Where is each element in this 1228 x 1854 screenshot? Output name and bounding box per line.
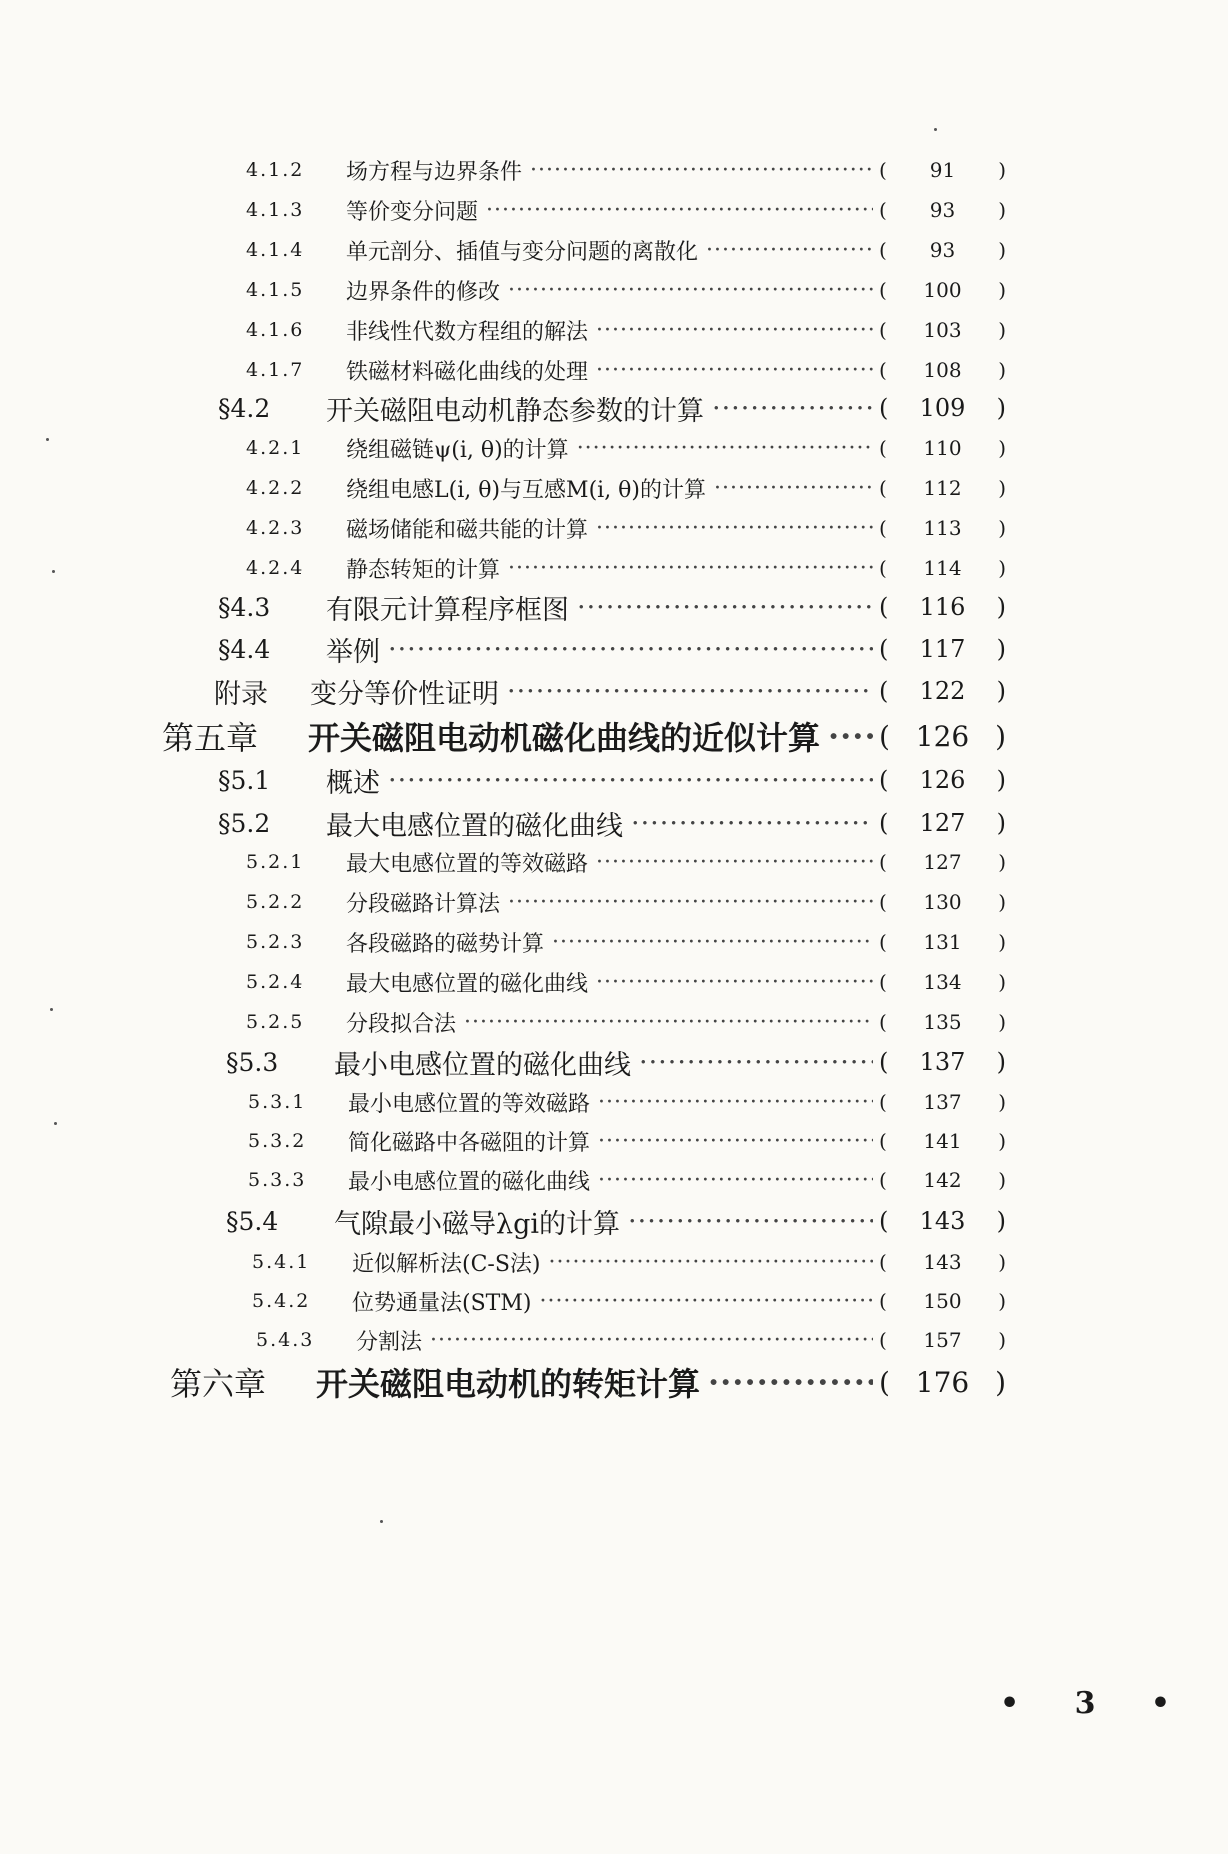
entry-number: 4.2.1: [246, 437, 305, 459]
entry-page: 117: [919, 635, 966, 663]
toc-entry: [218, 388, 1006, 428]
entry-page: 142: [923, 1168, 962, 1192]
page-footer: [1000, 1686, 1170, 1721]
page-ref: ( 116 ): [879, 593, 1006, 621]
toc-entry: [246, 270, 1006, 310]
page-ref: ( 134 ): [879, 970, 1006, 994]
toc-entry: [246, 882, 1006, 922]
entry-page: 135: [923, 1010, 962, 1034]
entry-page: 127: [923, 850, 962, 874]
page-ref: ( 131 ): [879, 930, 1006, 954]
leader-dots: [577, 592, 873, 623]
entry-title: 铁磁材料磁化曲线的处理: [346, 359, 589, 385]
entry-page: 176: [915, 1365, 970, 1399]
entry-title: 最大电感位置的磁化曲线: [326, 810, 623, 842]
toc-entry: [246, 1002, 1006, 1042]
toc-entry: [246, 150, 1006, 190]
toc-entry: [256, 1320, 1006, 1360]
page-ref: ( 141 ): [879, 1129, 1006, 1153]
page-ref: ( 110 ): [879, 436, 1006, 460]
leader-dots: [464, 1010, 873, 1035]
entry-title: 分割法: [356, 1329, 423, 1355]
leader-dots: [430, 1328, 873, 1353]
entry-number: 5.2.4: [246, 971, 305, 993]
entry-number: §5.2: [218, 808, 271, 838]
scan-speck: [380, 1520, 383, 1523]
leader-dots: [530, 158, 873, 183]
entry-page: 157: [923, 1328, 962, 1352]
page-number: 3: [1074, 1686, 1096, 1721]
toc-entry: [248, 1082, 1006, 1122]
toc-entry: [252, 1242, 1006, 1282]
entry-title: 位势通量法(STM): [352, 1290, 532, 1316]
entry-number: 4.1.7: [246, 359, 305, 381]
entry-title: 各段磁路的磁势计算: [346, 931, 545, 957]
page-ref: ( 122 ): [879, 677, 1006, 705]
entry-page: 122: [919, 677, 966, 705]
entry-title: 最小电感位置的磁化曲线: [334, 1049, 631, 1081]
entry-number: §4.3: [218, 592, 271, 622]
entry-page: 126: [919, 766, 966, 794]
entry-page: 143: [923, 1250, 962, 1274]
toc-entry: [246, 508, 1006, 548]
page-ref: ( 113 ): [879, 516, 1006, 540]
page-ref: ( 114 ): [879, 556, 1006, 580]
leader-dots: [508, 556, 873, 581]
entry-title: 磁场储能和磁共能的计算: [346, 517, 589, 543]
entry-number: 5.2.1: [246, 851, 305, 873]
entry-number: 4.1.2: [246, 159, 305, 181]
page-ref: ( 108 ): [879, 358, 1006, 382]
entry-title: 最小电感位置的等效磁路: [348, 1091, 591, 1117]
entry-number: 5.4.1: [252, 1251, 311, 1273]
entry-title: 变分等价性证明: [310, 678, 499, 710]
entry-title: 最大电感位置的磁化曲线: [346, 971, 589, 997]
leader-dots: [712, 393, 873, 424]
entry-title: 概述: [326, 767, 380, 799]
entry-number: §5.4: [226, 1206, 279, 1236]
entry-title: 开关磁阻电动机磁化曲线的近似计算: [308, 719, 821, 757]
page-ref: ( 103 ): [879, 318, 1006, 342]
entry-number: 5.3.2: [248, 1130, 307, 1152]
leader-dots: [639, 1047, 873, 1078]
leader-dots: [596, 358, 873, 383]
leader-dots: [714, 476, 873, 501]
toc-entry: [218, 760, 1006, 800]
footer-bullet-right: •: [1150, 1686, 1170, 1721]
entry-title: 近似解析法(C-S法): [352, 1251, 541, 1277]
page-ref: ( 137 ): [879, 1048, 1006, 1076]
leader-dots: [598, 1168, 873, 1193]
entry-title: 开关磁阻电动机的转矩计算: [316, 1365, 701, 1403]
toc-entry: [162, 716, 1006, 756]
footer-bullet-left: •: [1000, 1686, 1020, 1721]
toc-entry: [226, 1042, 1006, 1082]
page-ref: ( 135 ): [879, 1010, 1006, 1034]
page-ref: ( 126 ): [879, 766, 1006, 794]
entry-number: §4.4: [218, 634, 271, 664]
toc-entry: [246, 468, 1006, 508]
entry-page: 93: [929, 198, 956, 222]
entry-page: 114: [923, 556, 962, 580]
entry-page: 108: [923, 358, 962, 382]
entry-number: 5.2.5: [246, 1011, 305, 1033]
entry-title: 举例: [326, 636, 380, 668]
leader-dots: [596, 970, 873, 995]
entry-number: 4.1.4: [246, 239, 305, 261]
entry-page: 103: [923, 318, 962, 342]
toc-entry: [246, 190, 1006, 230]
leader-dots: [552, 930, 873, 955]
page-ref: ( 143 ): [879, 1250, 1006, 1274]
entry-title: 场方程与边界条件: [346, 159, 523, 185]
entry-title: 单元剖分、插值与变分问题的离散化: [346, 239, 699, 265]
entry-number: 4.2.3: [246, 517, 305, 539]
toc-entry: [246, 350, 1006, 390]
entry-page: 143: [919, 1207, 966, 1235]
entry-number: 附录: [214, 678, 268, 710]
entry-title: 最大电感位置的等效磁路: [346, 851, 589, 877]
scan-speck: [52, 570, 55, 573]
entry-title: 气隙最小磁导λgi的计算: [334, 1208, 621, 1240]
entry-number: 5.4.2: [252, 1290, 311, 1312]
entry-page: 116: [919, 593, 966, 621]
page-ref: ( 157 ): [879, 1328, 1006, 1352]
toc-entry: [252, 1281, 1006, 1321]
entry-number: §4.2: [218, 393, 271, 423]
entry-page: 100: [923, 278, 962, 302]
leader-dots: [507, 676, 873, 707]
leader-dots: [708, 1363, 873, 1401]
toc-entry: [246, 842, 1006, 882]
page-ref: ( 127 ): [879, 809, 1006, 837]
leader-dots: [598, 1090, 873, 1115]
entry-title: 绕组电感L(i, θ)与互感M(i, θ)的计算: [346, 477, 707, 503]
toc-entry: [218, 803, 1006, 843]
page-ref: ( 142 ): [879, 1168, 1006, 1192]
leader-dots: [388, 634, 873, 665]
page-ref: ( 93 ): [879, 238, 1006, 262]
leader-dots: [577, 436, 873, 461]
entry-page: 137: [923, 1090, 962, 1114]
entry-title: 分段磁路计算法: [346, 891, 501, 917]
entry-number: 4.2.4: [246, 557, 305, 579]
entry-title: 非线性代数方程组的解法: [346, 319, 589, 345]
toc-entry: [170, 1362, 1006, 1402]
entry-title: 简化磁路中各磁阻的计算: [348, 1130, 591, 1156]
leader-dots: [508, 890, 873, 915]
entry-title: 有限元计算程序框图: [326, 594, 569, 626]
toc-entry: [246, 548, 1006, 588]
entry-page: 134: [923, 970, 962, 994]
page-ref: ( 109 ): [879, 394, 1006, 422]
entry-page: 112: [923, 476, 962, 500]
page-ref: ( 176 ): [879, 1365, 1006, 1399]
toc-entry: [246, 230, 1006, 270]
toc-entry: [246, 962, 1006, 1002]
leader-dots: [828, 717, 873, 755]
page-ref: ( 117 ): [879, 635, 1006, 663]
entry-number: 5.4.3: [256, 1329, 315, 1351]
entry-title: 开关磁阻电动机静态参数的计算: [326, 395, 704, 427]
entry-page: 150: [923, 1289, 962, 1313]
entry-page: 110: [923, 436, 962, 460]
entry-title: 最小电感位置的磁化曲线: [348, 1169, 591, 1195]
entry-number: §5.3: [226, 1047, 279, 1077]
toc-entry: [248, 1160, 1006, 1200]
leader-dots: [596, 318, 873, 343]
leader-dots: [508, 278, 873, 303]
entry-page: 137: [919, 1048, 966, 1076]
entry-number: 5.2.3: [246, 931, 305, 953]
page-ref: ( 100 ): [879, 278, 1006, 302]
entry-number: 4.1.6: [246, 319, 305, 341]
leader-dots: [596, 516, 873, 541]
entry-title: 分段拟合法: [346, 1011, 457, 1037]
entry-page: 131: [923, 930, 962, 954]
entry-number: 5.2.2: [246, 891, 305, 913]
leader-dots: [486, 198, 873, 223]
toc-entry: [246, 310, 1006, 350]
leader-dots: [596, 850, 873, 875]
toc-entry: [218, 629, 1006, 669]
entry-number: 5.3.1: [248, 1091, 307, 1113]
toc-entry: [226, 1201, 1006, 1241]
scan-speck: [934, 128, 937, 131]
page-ref: ( 112 ): [879, 476, 1006, 500]
entry-page: 130: [923, 890, 962, 914]
entry-number: 4.1.3: [246, 199, 305, 221]
entry-number: 4.2.2: [246, 477, 305, 499]
page-ref: ( 127 ): [879, 850, 1006, 874]
toc-entry: [246, 428, 1006, 468]
toc-entry: [246, 922, 1006, 962]
leader-dots: [706, 238, 873, 263]
entry-title: 绕组磁链ψ(i, θ)的计算: [346, 437, 569, 463]
toc-entry: [218, 587, 1006, 627]
entry-page: 91: [929, 158, 956, 182]
entry-title: 静态转矩的计算: [346, 557, 501, 583]
entry-page: 109: [919, 394, 966, 422]
leader-dots: [631, 808, 873, 839]
entry-page: 113: [923, 516, 962, 540]
scan-speck: [54, 1122, 57, 1125]
entry-title: 等价变分问题: [346, 199, 479, 225]
entry-number: 第六章: [170, 1365, 267, 1403]
toc-entry: [248, 1121, 1006, 1161]
scan-speck: [46, 438, 49, 441]
entry-number: 5.3.3: [248, 1169, 307, 1191]
page-ref: ( 126 ): [879, 719, 1006, 753]
leader-dots: [388, 765, 873, 796]
leader-dots: [539, 1289, 873, 1314]
leader-dots: [628, 1206, 873, 1237]
page-ref: ( 150 ): [879, 1289, 1006, 1313]
entry-title: 边界条件的修改: [346, 279, 501, 305]
leader-dots: [598, 1129, 873, 1154]
entry-page: 93: [929, 238, 956, 262]
page-ref: ( 143 ): [879, 1207, 1006, 1235]
entry-page: 127: [919, 809, 966, 837]
page-ref: ( 130 ): [879, 890, 1006, 914]
scan-speck: [50, 1008, 53, 1011]
page-ref: ( 137 ): [879, 1090, 1006, 1114]
page-ref: ( 91 ): [879, 158, 1006, 182]
entry-number: 4.1.5: [246, 279, 305, 301]
leader-dots: [549, 1250, 873, 1275]
entry-number: §5.1: [218, 765, 271, 795]
page-ref: ( 93 ): [879, 198, 1006, 222]
entry-page: 126: [915, 719, 970, 753]
toc-entry: [214, 671, 1006, 711]
entry-number: 第五章: [162, 719, 259, 757]
entry-page: 141: [923, 1129, 962, 1153]
